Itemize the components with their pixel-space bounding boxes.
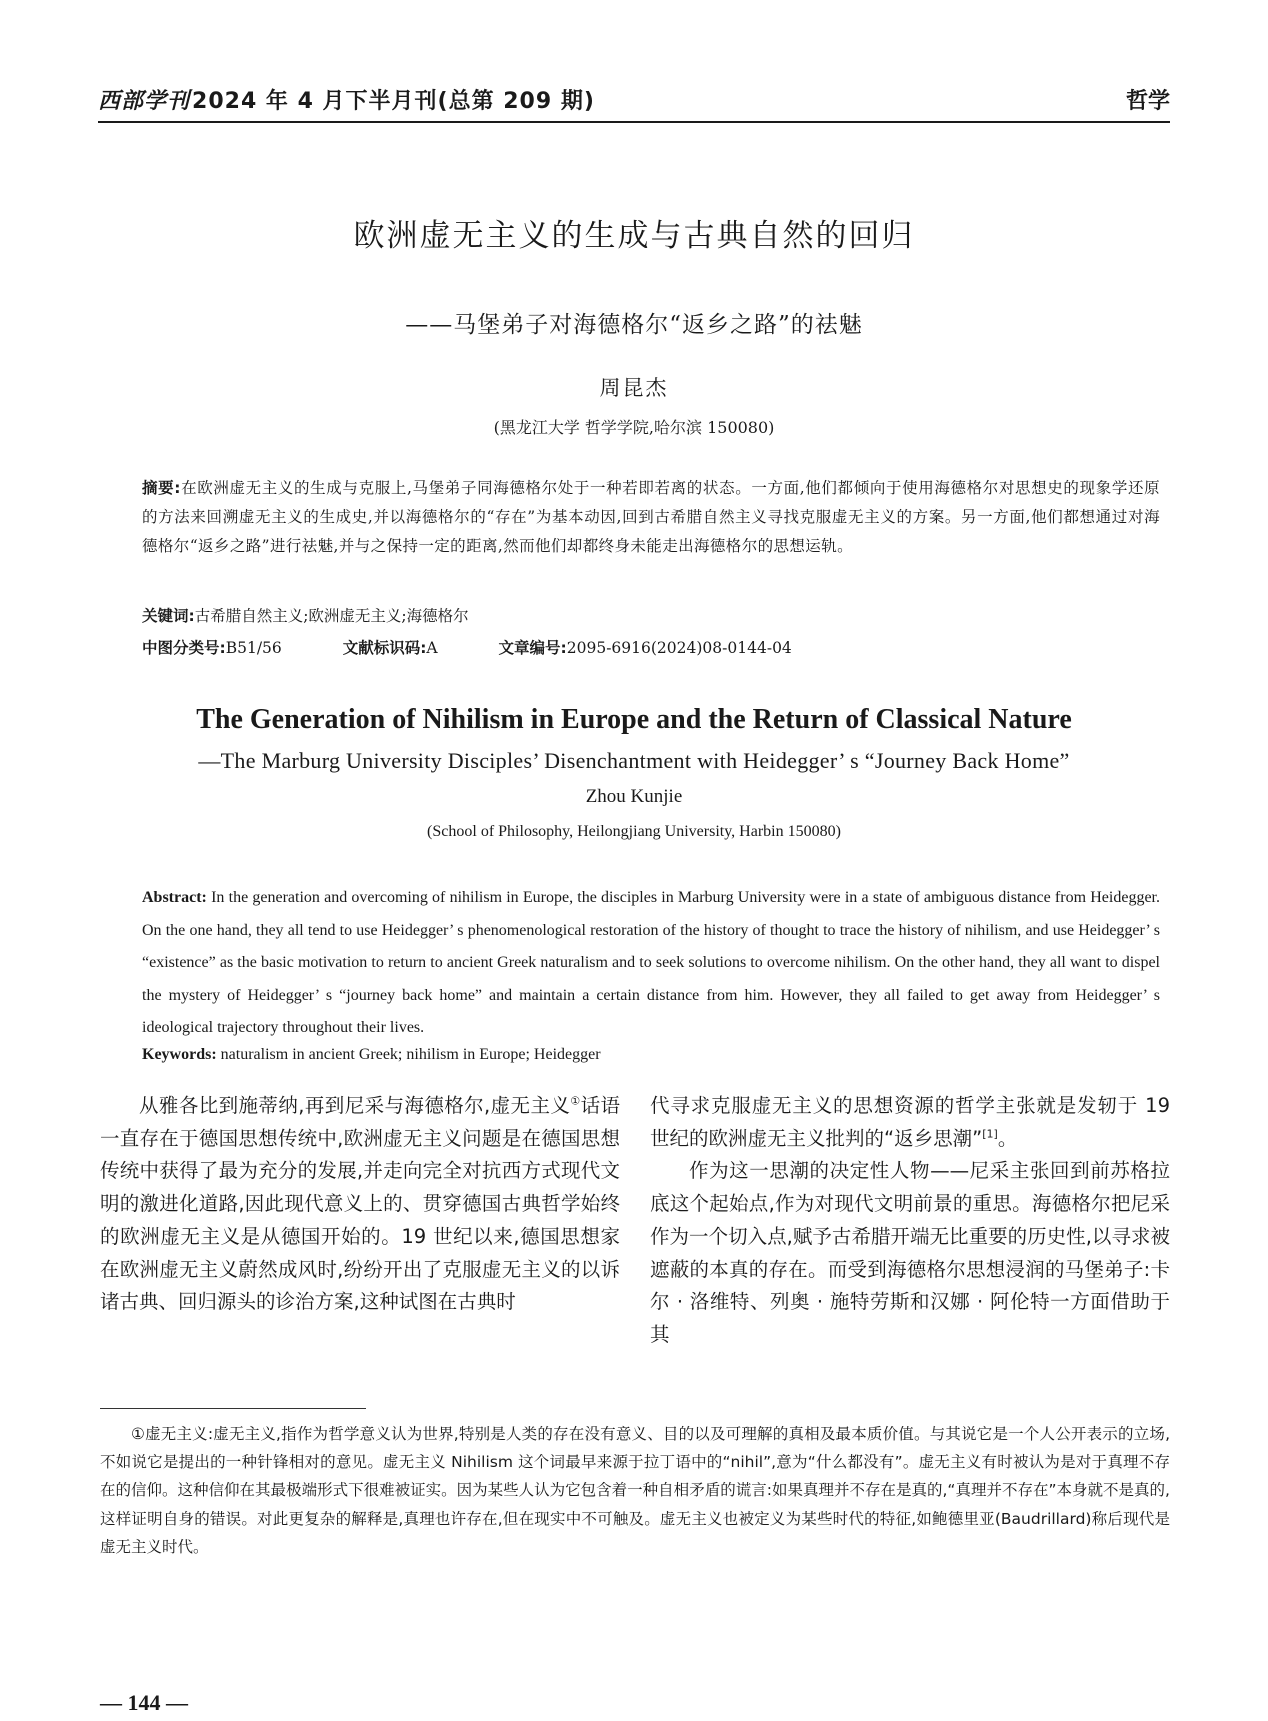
section-label: 哲学 <box>1125 89 1170 114</box>
abstract-en <box>142 882 1160 1045</box>
citation-ref[interactable]: [1] <box>982 1127 998 1141</box>
article-title-cn: 欧洲虚无主义的生成与古典自然的回归 <box>353 218 915 254</box>
body-column-right <box>650 1090 1170 1352</box>
abstract-cn <box>142 474 1160 561</box>
footnote-rule <box>100 1408 366 1409</box>
abstract-en-label: Abstract: <box>142 889 207 906</box>
abstract-cn-label: 摘要: <box>142 479 181 497</box>
body-column-left <box>100 1090 620 1319</box>
body-paragraph: 作为这一思潮的决定性人物——尼采主张回到前苏格拉底这个起始点,作为对现代文明前景的重思。海德格尔把尼采作为一个切入点,赋予古希腊开端无比重要的历史性,以寻求被遮蔽的本真的存在。而受到海德格尔思想浸润的马堡弟子:卡尔 · 洛维特、列奥 · 施特劳斯和汉娜 · 阿伦特一方面借助于其 <box>650 1159 1170 1346</box>
classification-line <box>142 636 1160 658</box>
keywords-cn-text: 古希腊自然主义;欧洲虚无主义;海德格尔 <box>194 607 469 625</box>
abstract-en-text: In the generation and overcoming of nihilism in Europe, the disciples in Marburg University were in a state of ambiguous distance from Heidegger. On the one hand, they all tend to use Heidegger’ s phenomenological restoration of the history of thought to trace the history of nihilism, and use Heidegger’ s “existence” as the basic motivation to return to ancient Greek naturalism and to seek solutions to overcome nihilism. On the other hand, they all want to dispel the mystery of Heidegger’ s “journey back home” and maintain a certain distance from him. However, they all failed to get away from Heidegger’ s ideological trajectory throughout their lives. <box>142 889 1160 1036</box>
article-subtitle-cn: ——马堡弟子对海德格尔“返乡之路”的祛魅 <box>405 312 863 338</box>
article-number: 文章编号:2095-6916(2024)08-0144-04 <box>498 639 792 657</box>
page-number: — 144 — <box>100 1690 188 1715</box>
footnote-marker[interactable]: ① <box>570 1094 581 1108</box>
footnote-text: ①虚无主义:虚无主义,指作为哲学意义认为世界,特别是人类的存在没有意义、目的以及可理解的真相及最本质价值。与其说它是一个人公开表示的立场,不如说它是提出的一种针锋相对的意见。虚无主义 Nihilism 这个词最早来源于拉丁语中的“nihil”,意为“什么都没有”。虚无主义有时被认为是对于真理不存在的信仰。这种信仰在其最极端形式下很难被证实。因为某些人认为它包含着一种自相矛盾的谎言:如果真理并不存在是真的,“真理并不存在”本身就不是真的,这样证明自身的错误。对此更复杂的解释是,真理也许存在,但在现实中不可触及。虚无主义也被定义为某些时代的特征,如鲍德里亚(Baudrillard)称后现代是虚无主义时代。 <box>100 1425 1170 1556</box>
clc-number: 中图分类号:B51/56 <box>142 639 282 657</box>
abstract-cn-text: 在欧洲虚无主义的生成与克服上,马堡弟子同海德格尔处于一种若即若离的状态。一方面,他们都倾向于使用海德格尔对思想史的现象学还原的方法来回溯虚无主义的生成史,并以海德格尔的“存在”为基本动因,回到古希腊自然主义寻找克服虚无主义的方案。另一方面,他们都想通过对海德格尔“返乡之路”进行祛魅,并与之保持一定的距离,然而他们却都终身未能走出海德格尔的思想运轨。 <box>142 479 1160 555</box>
body-paragraph: 从雅各比到施蒂纳,再到尼采与海德格尔,虚无主义①话语一直存在于德国思想传统中,欧洲虚无主义问题是在德国思想传统中获得了最为充分的发展,并走向完全对抗西方式现代文明的激进化道路,因此现代意义上的、贯穿德国古典哲学始终的欧洲虚无主义是从德国开始的。19 世纪以来,德国思想家在欧洲虚无主义蔚然成风时,纷纷开出了克服虚无主义的以诉诸古典、回归源头的诊治方案,这种试图在古典时 <box>100 1094 620 1314</box>
header-rule <box>98 121 1170 123</box>
footnote <box>100 1420 1170 1561</box>
keywords-en <box>142 1046 1160 1064</box>
affiliation-cn: (黑龙江大学 哲学学院,哈尔滨 150080) <box>493 418 775 437</box>
document-code: 文献标识码:A <box>342 639 438 657</box>
running-header <box>98 84 1170 120</box>
affiliation-en: (School of Philosophy, Heilongjiang University, Harbin 150080) <box>427 823 841 840</box>
article-subtitle-en: —The Marburg University Disciples’ Disenchantment with Heidegger’ s “Journey Back Home” <box>198 748 1070 773</box>
issue-info: 2024 年 4 月下半月刊(总第 209 期) <box>192 89 595 114</box>
keywords-en-label: Keywords: <box>142 1046 217 1063</box>
journal-logo: 西部学刊 <box>98 88 191 114</box>
keywords-cn <box>142 604 1160 626</box>
journal-issue-line <box>98 84 595 115</box>
author-cn: 周昆杰 <box>599 376 669 400</box>
keywords-en-text: naturalism in ancient Greek; nihilism in Europe; Heidegger <box>216 1046 601 1063</box>
body-paragraph: 代寻求克服虚无主义的思想资源的哲学主张就是发轫于 19 世纪的欧洲虚无主义批判的“返乡思潮”[1]。 <box>650 1094 1170 1150</box>
keywords-cn-label: 关键词: <box>142 607 195 625</box>
article-title-en: The Generation of Nihilism in Europe and the Return of Classical Nature <box>196 704 1072 735</box>
author-en: Zhou Kunjie <box>585 786 683 807</box>
